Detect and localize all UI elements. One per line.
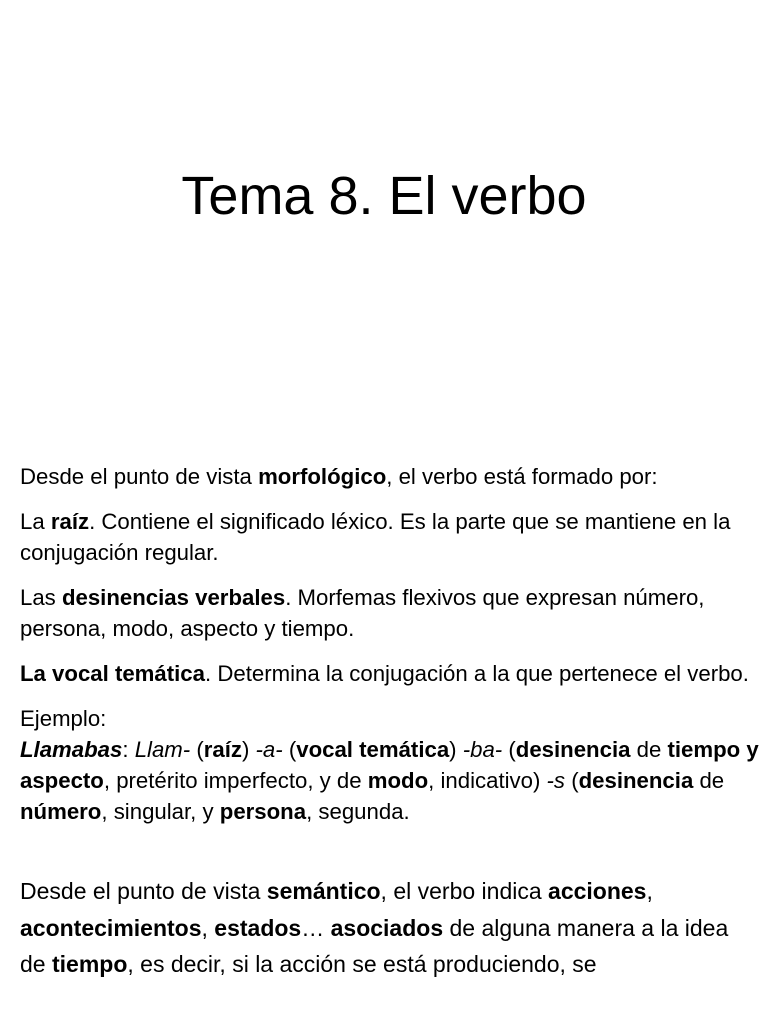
text-run: , el verbo está formado por: xyxy=(386,464,658,489)
text-run: , xyxy=(646,878,653,904)
bold-term: raíz xyxy=(203,737,242,762)
text-run: ) xyxy=(449,737,463,762)
text-run: , es decir, si la acción se está produciendo, se xyxy=(127,951,597,977)
bold-term: tiempo y aspecto xyxy=(20,737,759,793)
bold-term: desinencias verbales xyxy=(61,585,286,610)
example-paragraph xyxy=(20,734,760,827)
text-run: Las xyxy=(20,585,62,610)
text-run: de alguna manera a la idea de xyxy=(20,914,729,977)
segment-s: -s xyxy=(546,768,566,793)
text-run: de xyxy=(693,768,725,793)
text-run: . Contiene el significado léxico. Es la parte que se mantiene en la conjugación regular. xyxy=(20,509,731,565)
text-run: , xyxy=(201,914,215,941)
bold-term: estados xyxy=(214,914,302,941)
bold-term: semántico xyxy=(266,878,381,904)
bold-term: acciones xyxy=(548,878,647,904)
text-run: ( xyxy=(565,768,579,793)
text-run: ( xyxy=(282,737,297,762)
segment-ba: -ba- xyxy=(462,737,503,762)
segment-raiz: Llam- xyxy=(134,737,191,762)
text-run: : xyxy=(122,737,135,762)
page-title: Tema 8. El verbo xyxy=(181,166,587,226)
example-word-italic: Llamabas xyxy=(20,737,123,762)
bold-term: desinencia xyxy=(515,737,631,762)
paragraph-desinencias xyxy=(20,582,760,644)
text-run: , pretérito imperfecto, y de xyxy=(103,768,368,793)
text-run: Desde el punto de vista xyxy=(20,878,267,904)
bold-term: modo xyxy=(367,768,429,793)
bold-term: asociados xyxy=(330,914,444,941)
paragraph-morfologico xyxy=(20,461,760,492)
text-run: , indicativo) xyxy=(428,768,547,793)
example-word xyxy=(20,737,122,762)
bold-term: tiempo xyxy=(51,951,128,977)
bold-term: morfológico xyxy=(258,464,387,489)
text-run: . Morfemas flexivos que expresan número, persona, modo, aspecto y tiempo. xyxy=(20,585,705,641)
paragraph-vocal-tematica xyxy=(20,658,760,689)
bold-term: La vocal temática xyxy=(20,661,205,686)
text-run: , singular, y xyxy=(101,799,220,824)
text-run: La xyxy=(20,509,51,534)
document-body xyxy=(20,461,760,997)
text-run: Desde el punto de vista xyxy=(20,464,259,489)
segment-vocal: -a- xyxy=(255,737,283,762)
paragraph-semantico xyxy=(20,873,760,983)
bold-term: número xyxy=(20,799,102,824)
bold-term: acontecimientos xyxy=(20,914,202,941)
bold-term: persona xyxy=(219,799,307,824)
text-run: ( xyxy=(190,737,204,762)
example-label: Ejemplo: xyxy=(20,706,107,731)
text-run: , segunda. xyxy=(306,799,410,824)
text-run: ) xyxy=(241,737,256,762)
bold-term: vocal temática xyxy=(296,737,450,762)
text-run: . Determina la conjugación a la que pertenece el verbo. xyxy=(205,661,749,686)
text-run: … xyxy=(301,914,331,941)
text-run: ( xyxy=(502,737,516,762)
text-run: de xyxy=(630,737,668,762)
bold-term: raíz xyxy=(50,509,90,534)
text-run: , el verbo indica xyxy=(380,878,549,904)
bold-term: desinencia xyxy=(578,768,694,793)
paragraph-raiz xyxy=(20,506,760,568)
